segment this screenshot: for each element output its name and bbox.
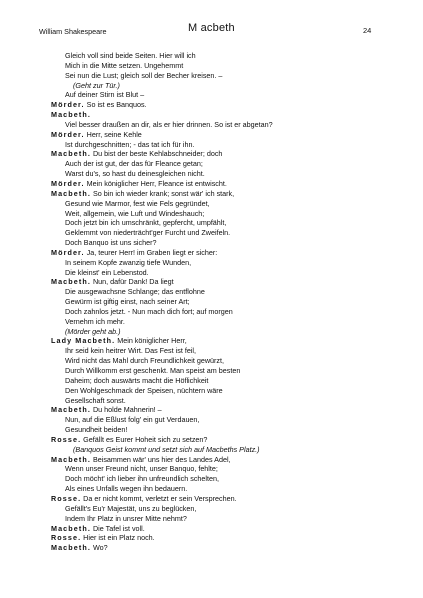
- speaker-name: Macbeth.: [51, 523, 91, 533]
- verse-line: [51, 317, 401, 327]
- speech-text: Du bist der beste Kehlabschneider; doch: [92, 149, 223, 159]
- speaker-name: Macbeth.: [51, 188, 91, 198]
- speaker-name: Macbeth.: [51, 454, 91, 464]
- verse-line: [51, 51, 401, 61]
- speech-line: [51, 524, 401, 534]
- page-number: 24: [363, 26, 372, 35]
- verse-text: Gefällt's Eu'r Majestät, uns zu beglücken,: [65, 503, 197, 513]
- verse-line: [51, 504, 401, 514]
- verse-text: Die ausgewachsne Schlange; das entflohne: [65, 287, 205, 297]
- verse-text: Doch jetzt bin ich umschränkt, gepfercht, umpfählt,: [65, 218, 227, 228]
- speaker-name: Rosse.: [51, 493, 82, 503]
- header-author: William Shakespeare: [39, 27, 107, 36]
- verse-line: [51, 238, 401, 248]
- speaker-name: Macbeth.: [51, 110, 91, 120]
- speech-text: Du holde Mahnerin! –: [92, 405, 162, 415]
- speech-text: Nun, dafür Dank! Da liegt: [92, 277, 174, 287]
- verse-line: [51, 71, 401, 81]
- verse-line: [51, 169, 401, 179]
- verse-line: [51, 366, 401, 376]
- speech-text: So ist es Banquos.: [86, 100, 147, 110]
- verse-text: Gesund wie Marmor, fest wie Fels gegründet,: [65, 198, 210, 208]
- stage-direction: [51, 445, 401, 455]
- speech-text: Gefällt es Eurer Hoheit sich zu setzen?: [83, 434, 208, 444]
- verse-line: [51, 376, 401, 386]
- speech-text: So bin ich wieder krank; sonst wär' ich stark,: [92, 188, 235, 198]
- verse-line: [51, 120, 401, 130]
- speech-line: [51, 179, 401, 189]
- verse-text: In seinem Kopfe zwanzig tiefe Wunden,: [65, 257, 192, 267]
- verse-text: Sei nun die Lust; gleich soll der Becher kreisen. –: [65, 70, 223, 80]
- header-title: M acbeth: [188, 22, 235, 34]
- speech-line: [51, 149, 401, 159]
- verse-text: Warst du's, so hast du deinesgleichen nicht.: [65, 169, 205, 179]
- speech-line: [51, 455, 401, 465]
- stage-direction-text: (Banquos Geist kommt und setzt sich auf Macbeths Platz.): [73, 444, 260, 454]
- verse-text: Ist durchgeschnitten; - das tat ich für ihn.: [65, 139, 195, 149]
- verse-line: [51, 425, 401, 435]
- verse-text: Geklemmt von niederträcht'ger Furcht und Zweifeln.: [65, 228, 231, 238]
- verse-line: [51, 140, 401, 150]
- verse-text: Den Wohlgeschmack der Speisen, nüchtern wäre: [65, 385, 223, 395]
- verse-text: Doch zahnlos jetzt. - Nun mach dich fort; auf morgen: [65, 306, 233, 316]
- verse-line: [51, 258, 401, 268]
- verse-text: Ihr seid kein heitrer Wirt. Das Fest ist feil,: [65, 346, 197, 356]
- verse-line: [51, 514, 401, 524]
- speech-line: [51, 494, 401, 504]
- verse-line: [51, 218, 401, 228]
- speech-text: Hier ist ein Platz noch.: [83, 533, 155, 543]
- verse-text: Durch Willkomm erst geschenkt. Man speist am besten: [65, 366, 241, 375]
- verse-text: Auch der ist gut, der das für Fleance getan;: [65, 159, 203, 169]
- verse-line: [51, 61, 401, 71]
- speaker-line: [51, 110, 401, 120]
- verse-line: [51, 356, 401, 366]
- speaker-name: Mörder.: [51, 129, 85, 139]
- verse-line: [51, 90, 401, 100]
- speech-text: Wo?: [92, 543, 108, 553]
- speech-text: Da er nicht kommt, verletzt er sein Versprechen.: [83, 493, 237, 503]
- speech-line: [51, 130, 401, 140]
- speech-text: Die Tafel ist voll.: [92, 523, 145, 533]
- verse-line: [51, 474, 401, 484]
- verse-line: [51, 199, 401, 209]
- verse-line: [51, 228, 401, 238]
- verse-line: [51, 484, 401, 494]
- verse-line: [51, 159, 401, 169]
- speech-text: Ja, teurer Herr! im Graben liegt er sicher:: [86, 247, 218, 257]
- verse-text: Auf deiner Stirn ist Blut –: [65, 90, 145, 100]
- speech-line: [51, 189, 401, 199]
- speech-line: [51, 100, 401, 110]
- verse-text: Indem Ihr Platz in unsrer Mitte nehmt?: [65, 513, 187, 523]
- speech-line: [51, 336, 401, 346]
- verse-text: Wenn unser Freund nicht, unser Banquo, fehlte;: [65, 464, 218, 474]
- speech-text: Beisammen wär' uns hier des Landes Adel,: [92, 454, 231, 464]
- play-text: [51, 51, 401, 553]
- verse-text: Vernehm ich mehr.: [65, 316, 125, 326]
- verse-text: Gesundheit beiden!: [65, 425, 128, 435]
- speaker-name: Rosse.: [51, 533, 82, 543]
- verse-text: Mich in die Mitte setzen. Ungehemmt: [65, 60, 184, 70]
- speech-line: [51, 533, 401, 543]
- verse-line: [51, 346, 401, 356]
- verse-line: [51, 464, 401, 474]
- stage-direction-text: (Mörder geht ab.): [65, 326, 121, 336]
- speaker-name: Lady Macbeth.: [51, 336, 116, 346]
- verse-line: [51, 396, 401, 406]
- speech-text: Mein königlicher Herr,: [117, 336, 187, 346]
- verse-text: Doch Banquo ist uns sicher?: [65, 238, 157, 248]
- speaker-name: Rosse.: [51, 434, 82, 444]
- stage-direction-text: (Geht zur Tür.): [73, 80, 120, 90]
- speaker-name: Mörder.: [51, 247, 85, 257]
- verse-text: Gleich voll sind beide Seiten. Hier will ich: [65, 51, 196, 60]
- verse-line: [51, 209, 401, 219]
- verse-line: [51, 297, 401, 307]
- stage-direction: [51, 81, 401, 91]
- speech-line: [51, 277, 401, 287]
- speaker-name: Macbeth.: [51, 149, 91, 159]
- speaker-name: Mörder.: [51, 178, 85, 188]
- verse-text: Nun, auf die Eßlust folg' ein gut Verdauen,: [65, 415, 200, 425]
- verse-line: [51, 415, 401, 425]
- speech-text: Mein königlicher Herr, Fleance ist entwischt.: [86, 178, 227, 188]
- speech-line: [51, 543, 401, 553]
- verse-line: [51, 307, 401, 317]
- verse-text: Doch möcht' ich lieber ihn unfreundlich schelten,: [65, 474, 219, 484]
- stage-direction: [51, 327, 401, 337]
- verse-text: Weit, allgemein, wie Luft und Windeshauch;: [65, 208, 205, 218]
- verse-text: Wird nicht das Mahl durch Freundlichkeit gewürzt,: [65, 356, 224, 366]
- speaker-name: Mörder.: [51, 100, 85, 110]
- speech-line: [51, 248, 401, 258]
- speech-line: [51, 405, 401, 415]
- verse-text: Daheim; doch auswärts macht die Höflichkeit: [65, 375, 209, 385]
- verse-line: [51, 386, 401, 396]
- verse-text: Gesellschaft sonst.: [65, 395, 126, 405]
- verse-line: [51, 268, 401, 278]
- verse-text: Die kleinst' ein Lebenstod.: [65, 267, 149, 277]
- speaker-name: Macbeth.: [51, 543, 91, 553]
- speech-line: [51, 435, 401, 445]
- verse-line: [51, 287, 401, 297]
- speaker-name: Macbeth.: [51, 405, 91, 415]
- verse-text: Gewürm ist giftig einst, nach seiner Art;: [65, 297, 190, 307]
- speaker-name: Macbeth.: [51, 277, 91, 287]
- verse-text: Viel besser draußen an dir, als er hier drinnen. So ist er abgetan?: [65, 119, 273, 129]
- verse-text: Als eines Unfalls wegen ihn bedauern.: [65, 484, 188, 494]
- speech-text: Herr, seine Kehle: [86, 129, 142, 139]
